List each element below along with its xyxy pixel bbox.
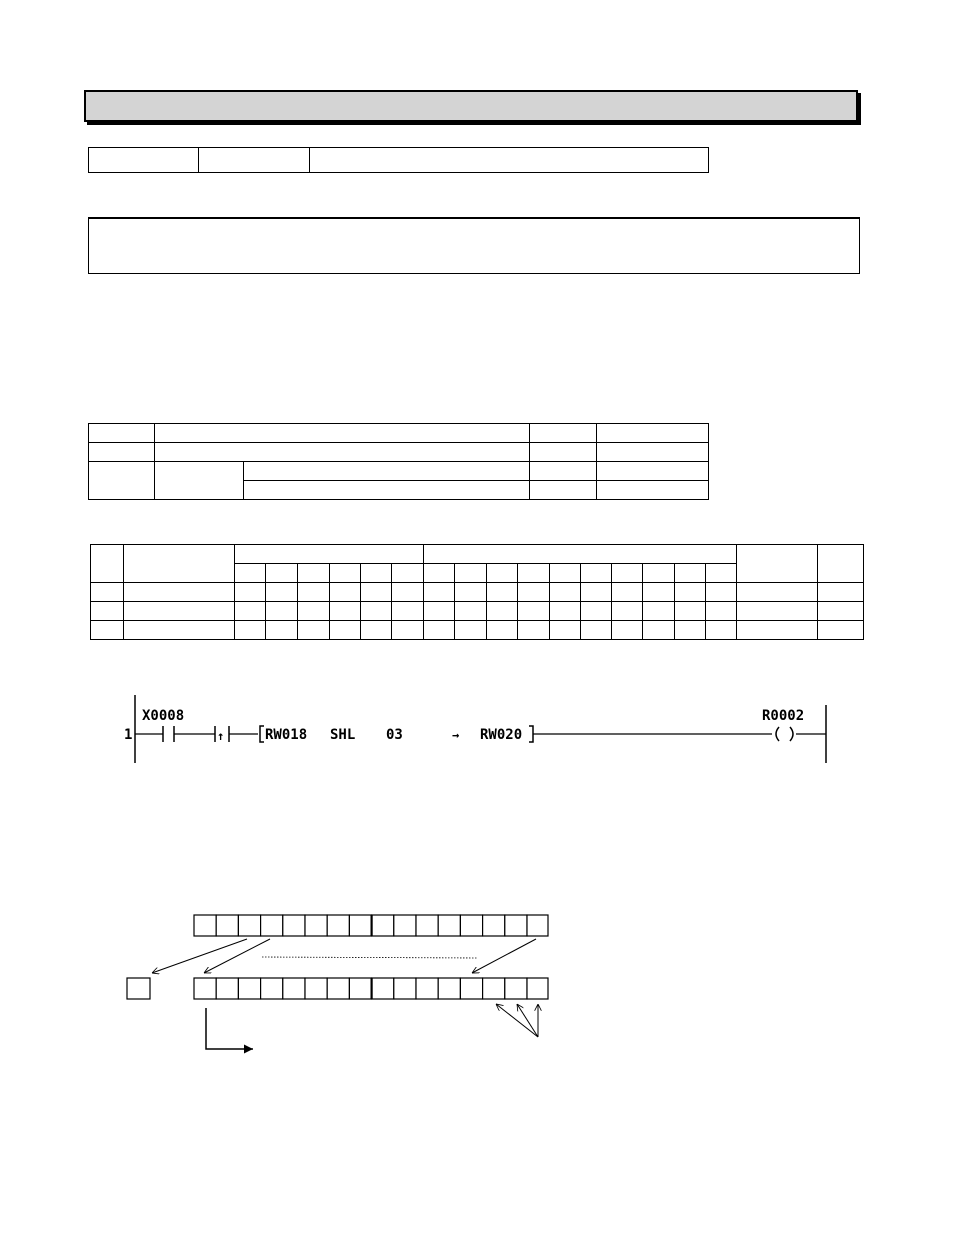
arrow-icon: →: [452, 728, 460, 742]
bit-cell: [283, 915, 305, 936]
bit-cell: [238, 978, 260, 999]
table-cell: [235, 621, 266, 640]
table-cell: [423, 583, 454, 602]
source-word: RW018: [265, 727, 308, 743]
table-cell: [360, 602, 391, 621]
instruction-header-table: [88, 147, 709, 173]
table-cell: [298, 564, 329, 583]
table-row: [91, 602, 864, 621]
shift-operator: SHL: [330, 727, 356, 743]
table-cell: [517, 564, 549, 583]
table-cell: [360, 564, 391, 583]
table-cell: [454, 602, 486, 621]
table-cell: [706, 621, 737, 640]
table-cell: [91, 621, 124, 640]
table-cell: [643, 621, 675, 640]
table-cell: [486, 602, 517, 621]
table-cell: [89, 462, 155, 500]
bit-cell: [505, 915, 527, 936]
bit-cell: [238, 915, 260, 936]
destination-register-bits: [194, 978, 548, 999]
table-cell: [124, 621, 235, 640]
bit-cell: [416, 978, 438, 999]
usable-device-table: [90, 544, 864, 640]
bit-cell: [283, 978, 305, 999]
bit-cell: [194, 978, 216, 999]
table-cell: [423, 621, 454, 640]
bit-cell: [261, 915, 283, 936]
table-cell: [530, 443, 597, 462]
coil-icon: [776, 727, 779, 741]
table-cell: [89, 148, 199, 173]
table-cell: [298, 583, 329, 602]
table-cell: [454, 621, 486, 640]
table-cell: [817, 602, 863, 621]
table-cell: [612, 583, 643, 602]
bit-cell: [305, 978, 327, 999]
contact-label: X0008: [142, 708, 185, 724]
table-cell: [706, 564, 737, 583]
table-cell: [329, 602, 360, 621]
table-cell: [454, 583, 486, 602]
table-cell: [581, 583, 612, 602]
shift-left-diagram: [0, 900, 954, 1070]
table-cell: [706, 583, 737, 602]
bit-cell: [394, 915, 416, 936]
bit-cell: [216, 978, 238, 999]
table-cell: [329, 564, 360, 583]
table-cell: [235, 583, 266, 602]
table-cell: [486, 583, 517, 602]
table-cell: [817, 545, 863, 583]
table-cell: [391, 602, 423, 621]
table-cell: [329, 583, 360, 602]
bit-cell: [305, 915, 327, 936]
table-cell: [675, 564, 706, 583]
table-cell: [597, 462, 709, 481]
table-cell: [612, 621, 643, 640]
table-cell: [517, 602, 549, 621]
coil-label: R0002: [762, 708, 805, 724]
table-row: [91, 621, 864, 640]
table-cell: [581, 621, 612, 640]
shift-arrow: [152, 939, 247, 973]
table-cell: [266, 583, 298, 602]
table-cell: [391, 583, 423, 602]
table-cell: [517, 621, 549, 640]
table-row: [89, 148, 709, 173]
table-cell: [550, 621, 581, 640]
table-cell: [737, 583, 817, 602]
shift-arrow: [204, 939, 270, 973]
table-cell: [235, 602, 266, 621]
section-title-bar: [84, 90, 858, 122]
table-cell: [530, 424, 597, 443]
bit-cell: [438, 978, 460, 999]
bit-cell: [483, 915, 505, 936]
bit-cell: [505, 978, 527, 999]
table-cell: [91, 602, 124, 621]
table-cell: [597, 443, 709, 462]
rung-number: 1: [124, 727, 133, 743]
table-cell: [235, 545, 423, 564]
table-row: [89, 443, 709, 462]
table-cell: [391, 621, 423, 640]
table-cell: [310, 148, 709, 173]
bit-cell: [438, 915, 460, 936]
table-cell: [643, 564, 675, 583]
dotted-continuation: [262, 957, 478, 958]
destination-word: RW020: [480, 727, 523, 743]
table-cell: [737, 621, 817, 640]
table-cell: [817, 621, 863, 640]
table-row: [91, 583, 864, 602]
ladder-diagram: [0, 690, 954, 770]
table-cell: [155, 424, 530, 443]
zero-fill-arrow: [517, 1004, 538, 1037]
table-cell: [423, 564, 454, 583]
zero-fill-arrow: [496, 1004, 538, 1037]
rising-edge-icon: ↑: [217, 729, 225, 743]
table-cell: [550, 583, 581, 602]
table-cell: [329, 621, 360, 640]
bit-cell: [460, 915, 482, 936]
shift-count: 03: [386, 727, 403, 743]
table-cell: [298, 602, 329, 621]
bit-cell: [194, 915, 216, 936]
table-cell: [581, 564, 612, 583]
table-cell: [124, 602, 235, 621]
table-cell: [124, 583, 235, 602]
table-cell: [530, 462, 597, 481]
table-cell: [550, 602, 581, 621]
parameter-table: [88, 423, 709, 500]
table-cell: [89, 424, 155, 443]
bit-cell: [460, 978, 482, 999]
table-cell: [235, 564, 266, 583]
table-cell: [612, 602, 643, 621]
table-cell: [423, 602, 454, 621]
bit-cell: [261, 978, 283, 999]
table-cell: [244, 481, 530, 500]
table-cell: [266, 564, 298, 583]
table-cell: [675, 583, 706, 602]
table-cell: [643, 602, 675, 621]
bit-cell: [327, 915, 349, 936]
table-cell: [199, 148, 310, 173]
table-cell: [643, 583, 675, 602]
table-cell: [423, 545, 737, 564]
bit-cell: [416, 915, 438, 936]
bit-cell: [394, 978, 416, 999]
table-cell: [550, 564, 581, 583]
table-cell: [675, 602, 706, 621]
table-cell: [360, 583, 391, 602]
bit-cell: [527, 978, 548, 999]
instruction-bracket-right: [529, 726, 533, 742]
table-row: [89, 424, 709, 443]
table-cell: [597, 481, 709, 500]
bit-cell: [349, 915, 371, 936]
table-cell: [706, 602, 737, 621]
bit-cell: [327, 978, 349, 999]
table-cell: [155, 443, 530, 462]
table-cell: [391, 564, 423, 583]
bit-cell: [372, 915, 394, 936]
bit-cell: [349, 978, 371, 999]
table-cell: [91, 583, 124, 602]
table-cell: [298, 621, 329, 640]
bit-cell: [527, 915, 548, 936]
table-cell: [155, 462, 244, 500]
table-cell: [737, 602, 817, 621]
table-cell: [124, 545, 235, 583]
bit-cell: [483, 978, 505, 999]
table-cell: [597, 424, 709, 443]
table-cell: [91, 545, 124, 583]
table-cell: [360, 621, 391, 640]
table-cell: [486, 621, 517, 640]
table-cell: [266, 602, 298, 621]
bit-cell: [216, 915, 238, 936]
table-cell: [530, 481, 597, 500]
table-cell: [612, 564, 643, 583]
table-cell: [486, 564, 517, 583]
shift-arrow: [472, 939, 536, 973]
bit-cell: [372, 978, 394, 999]
carry-bit-box: [127, 978, 150, 999]
table-header-row: [91, 545, 864, 564]
table-cell: [737, 545, 817, 583]
table-cell: [581, 602, 612, 621]
table-cell: [89, 443, 155, 462]
description-box: [88, 217, 860, 274]
table-cell: [517, 583, 549, 602]
direction-arrow: [206, 1008, 253, 1049]
table-cell: [266, 621, 298, 640]
table-row: [89, 462, 709, 481]
table-cell: [817, 583, 863, 602]
table-cell: [244, 462, 530, 481]
table-cell: [675, 621, 706, 640]
table-cell: [454, 564, 486, 583]
source-register-bits: [194, 915, 548, 936]
instruction-bracket-left: [260, 726, 264, 742]
